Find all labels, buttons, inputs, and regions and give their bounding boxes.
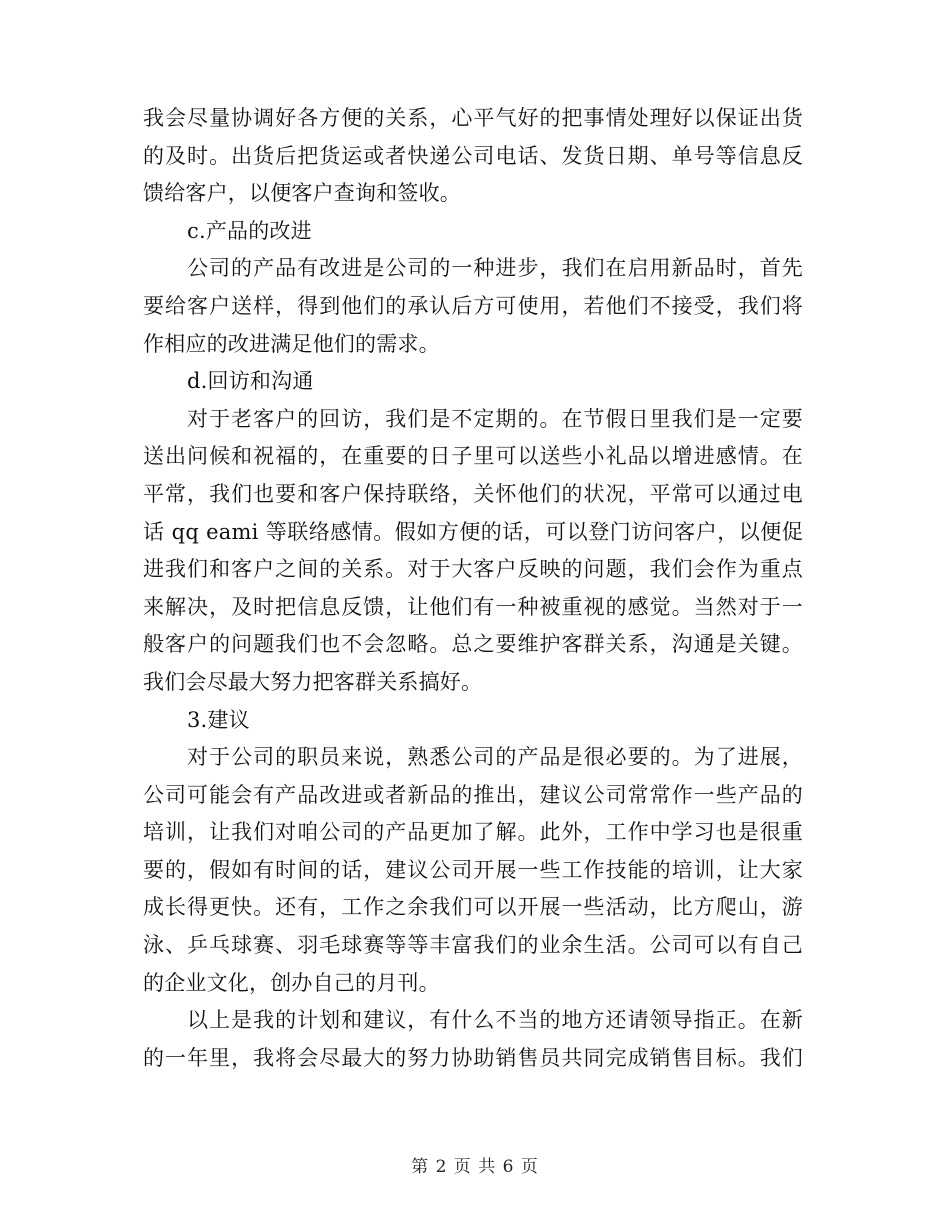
text-line: c.产品的改进 [187,218,312,243]
text-line: 进我们和客户之间的关系。对于大客户反映的问题，我们会作为重点 [143,557,803,582]
text-line: 对于公司的职员来说，熟悉公司的产品是很必要的。为了进展， [187,745,803,770]
text-line: 公司的产品有改进是公司的一种进步，我们在启用新品时，首先 [187,256,803,281]
text-line: 以上是我的计划和建议，有什么不当的地方还请领导指正。在新 [187,1008,803,1033]
text-line: 的企业文化，创办自己的月刊。 [143,970,440,995]
text-line: 成长得更快。还有，工作之余我们可以开展一些活动，比方爬山，游 [143,895,803,920]
text-line: 对于老客户的回访，我们是不定期的。在节假日里我们是一定要 [187,406,803,431]
text-line: 要的，假如有时间的话，建议公司开展一些工作技能的培训，让大家 [143,857,803,882]
text-line: 我会尽量协调好各方便的关系，心平气好的把事情处理好以保证出货 [143,106,803,130]
text-line: d.回访和沟通 [187,369,314,394]
text-line: 的一年里，我将会尽最大的努力协助销售员共同完成销售目标。我们 [143,1045,803,1070]
text-line: 泳、乒乓球赛、羽毛球赛等等丰富我们的业余生活。公司可以有自己 [143,933,803,958]
text-line: 平常，我们也要和客户保持联络，关怀他们的状况，平常可以通过电 [143,481,803,506]
text-line: 公司可能会有产品改进或者新品的推出，建议公司常常作一些产品的 [143,782,803,807]
text-line: 要给客户送样，得到他们的承认后方可使用，若他们不接受，我们将 [143,293,803,318]
text-line: 般客户的问题我们也不会忽略。总之要维护客群关系，沟通是关键。 [143,632,803,657]
text-line: 送出问候和祝福的，在重要的日子里可以送些小礼品以增进感情。在 [143,444,803,469]
text-line: 馈给客户，以便客户查询和签收。 [143,181,461,206]
text-line: 来解决，及时把信息反馈，让他们有一种被重视的感觉。当然对于一 [143,594,803,619]
text-line: 话 qq eami 等联络感情。假如方便的话，可以登门访问客户，以便促 [143,519,803,544]
text-line: 作相应的改进满足他们的需求。 [143,331,440,356]
text-line: 培训，让我们对咱公司的产品更加了解。此外，工作中学习也是很重 [143,820,803,845]
text-line: 我们会尽最大努力把客群关系搞好。 [143,669,483,694]
document-body [143,100,803,1077]
text-line: 3.建议 [187,707,250,732]
text-line: 的及时。出货后把货运或者快递公司电话、发货日期、单号等信息反 [143,143,803,168]
page-footer: 第 2 页 共 6 页 [411,1157,539,1177]
